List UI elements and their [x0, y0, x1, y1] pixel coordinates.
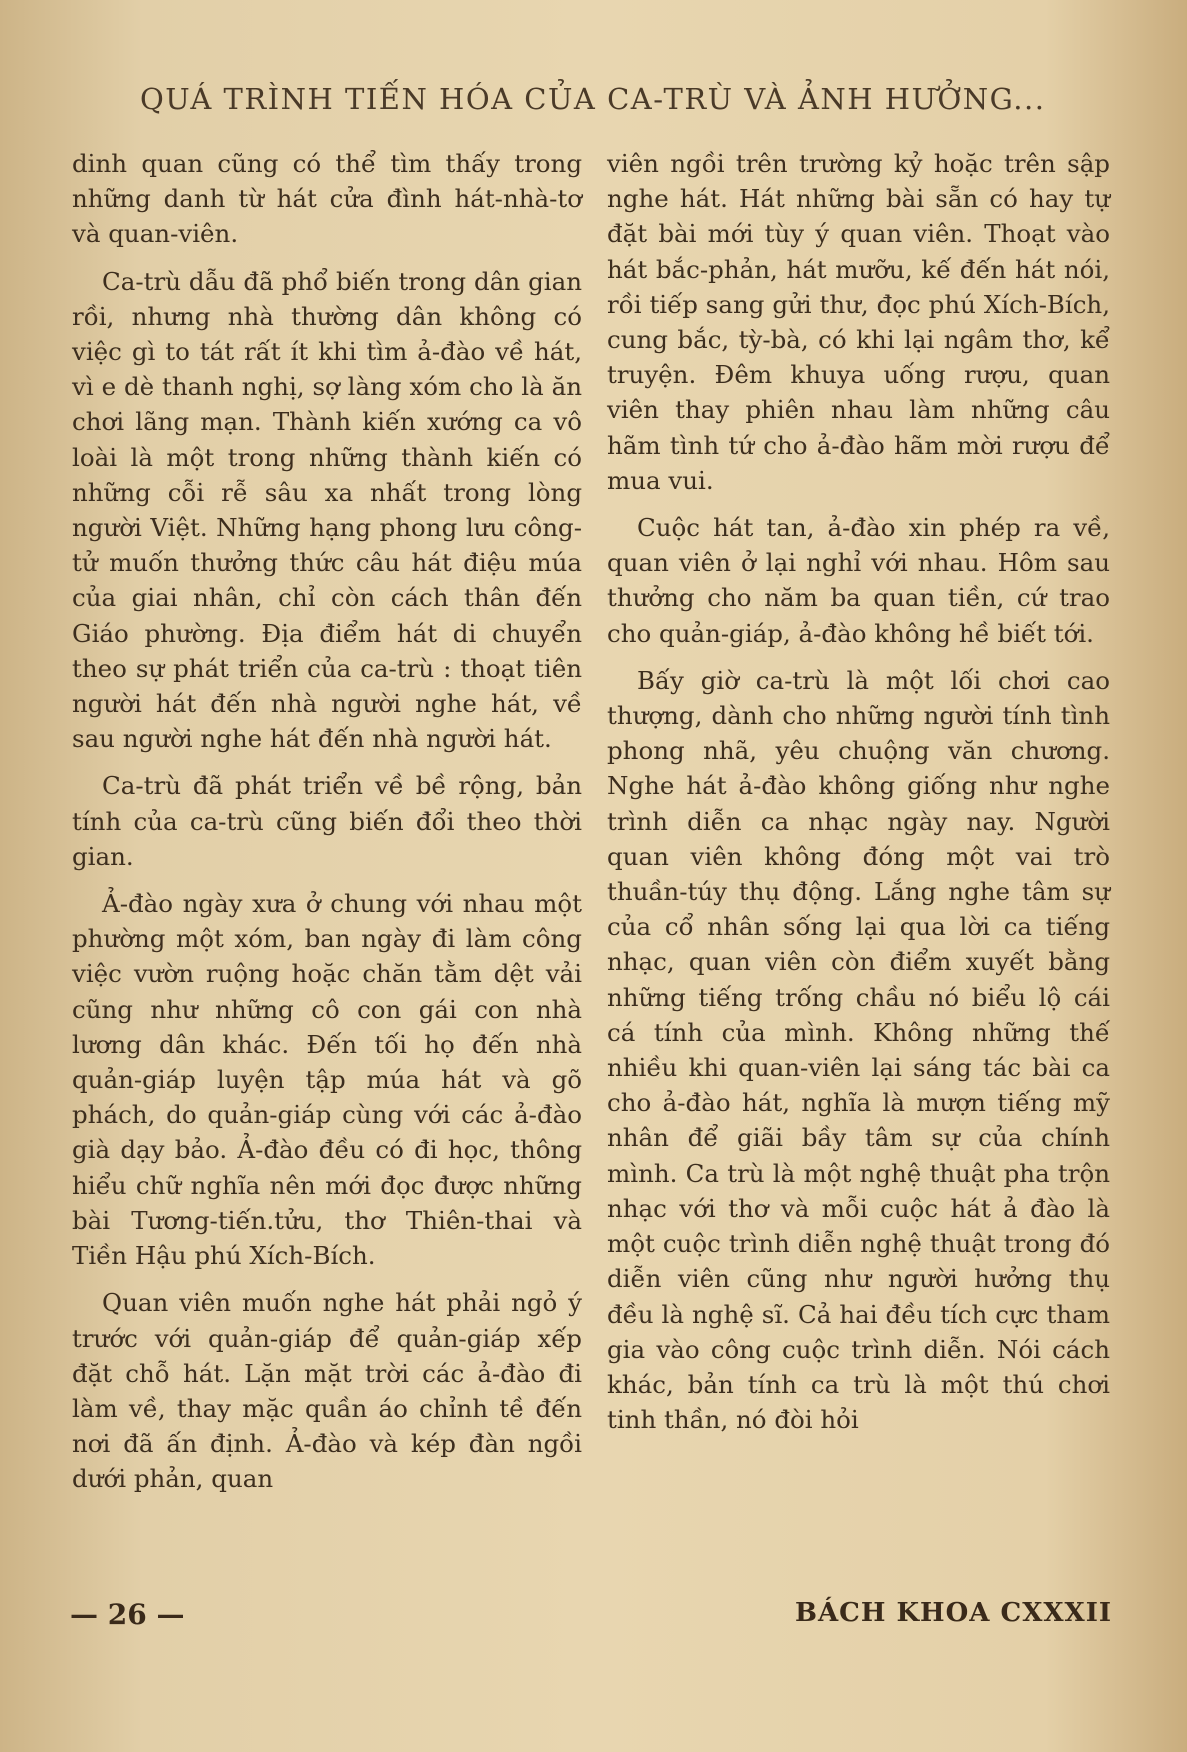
right-column — [607, 146, 1110, 1449]
paragraph: viên ngồi trên trường kỷ hoặc trên sập nghe hát. Hát những bài sẵn có hay tự đặt bài mới tùy ý quan viên. Thoạt vào hát bắc-phản, hát mưỡu, kế đến hát nói, rồi tiếp sang gửi thư, đọc phú Xích-Bích, cung bắc, tỳ-bà, có khi lại ngâm thơ, kể truyện. Đêm khuya uống rượu, quan viên thay phiên nhau làm những câu hãm tình tứ cho ả-đào hãm mời rượu để mua vui. — [607, 149, 1110, 495]
paragraph: Bấy giờ ca-trù là một lối chơi cao thượng, dành cho những người tính tình phong nhã, yêu chuộng văn chương. Nghe hát ả-đào không giống như nghe trình diễn ca nhạc ngày nay. Người quan viên không đóng một vai trò thuần-túy thụ động. Lắng nghe tâm sự của cổ nhân sống lại qua lời ca tiếng nhạc, quan viên còn điểm xuyết bằng những tiếng trống chầu nó biểu lộ cái cá tính của mình. Không những thế nhiều khi quan-viên lại sáng tác bài ca cho ả-đào hát, nghĩa là mượn tiếng mỹ nhân để giãi bầy tâm sự của chính mình. Ca trù là một nghệ thuật pha trộn nhạc với thơ và mỗi cuộc hát ả đào là một cuộc trình diễn nghệ thuật trong đó diễn viên cũng như người hưởng thụ đều là nghệ sĩ. Cả hai đều tích cực tham gia vào công cuộc trình diễn. Nói cách khác, bản tính ca trù là một thú chơi tinh thần, nó đòi hỏi — [607, 665, 1110, 1435]
publication-footer: BÁCH KHOA CXXXII — [795, 1598, 1113, 1628]
paragraph: dinh quan cũng có thể tìm thấy trong những danh từ hát cửa đình hát-nhà-tơ và quan-viên. — [72, 149, 582, 249]
paragraph: Ca-trù dẫu đã phổ biến trong dân gian rồi, nhưng nhà thường dân không có việc gì to tát rất ít khi tìm ả-đào về hát, vì e dè thanh nghị, sợ làng xóm cho là ăn chơi lãng mạn. Thành kiến xướng ca vô loài là một trong những thành kiến có những cỗi rễ sâu xa nhất trong lòng người Việt. Những hạng phong lưu công-tử muốn thưởng thức câu hát điệu múa của giai nhân, chỉ còn cách thân đến Giáo phường. Địa điểm hát di chuyển theo sự phát triển của ca-trù : thoạt tiên người hát đến nhà người nghe hát, về sau người nghe hát đến nhà người hát. — [72, 266, 582, 754]
left-column — [72, 146, 582, 1509]
paragraph: Ca-trù đã phát triển về bề rộng, bản tính của ca-trù cũng biến đổi theo thời gian. — [72, 771, 582, 871]
page-number: — 26 — — [70, 1598, 185, 1631]
paragraph: Quan viên muốn nghe hát phải ngỏ ý trước với quản-giáp để quản-giáp xếp đặt chỗ hát. Lặn mặt trời các ả-đào đi làm về, thay mặc quần áo chỉnh tề đến nơi đã ấn định. Ả-đào và kép đàn ngồi dưới phản, quan — [72, 1288, 582, 1494]
running-header: QUÁ TRÌNH TIẾN HÓA CỦA CA-TRÙ VÀ ẢNH HƯỞNG... — [140, 82, 1046, 116]
paragraph: Cuộc hát tan, ả-đào xin phép ra về, quan viên ở lại nghỉ với nhau. Hôm sau thưởng cho năm ba quan tiền, cứ trao cho quản-giáp, ả-đào không hề biết tới. — [607, 513, 1110, 648]
paragraph: Ả-đào ngày xưa ở chung với nhau một phường một xóm, ban ngày đi làm công việc vườn ruộng hoặc chăn tằm dệt vải cũng như những cô con gái con nhà lương dân khác. Đến tối họ đến nhà quản-giáp luyện tập múa hát và gõ phách, do quản-giáp cùng với các ả-đào già dạy bảo. Ả-đào đều có đi học, thông hiểu chữ nghĩa nên mới đọc được những bài Tương-tiến.tửu, thơ Thiên-thai và Tiền Hậu phú Xích-Bích. — [72, 889, 582, 1271]
